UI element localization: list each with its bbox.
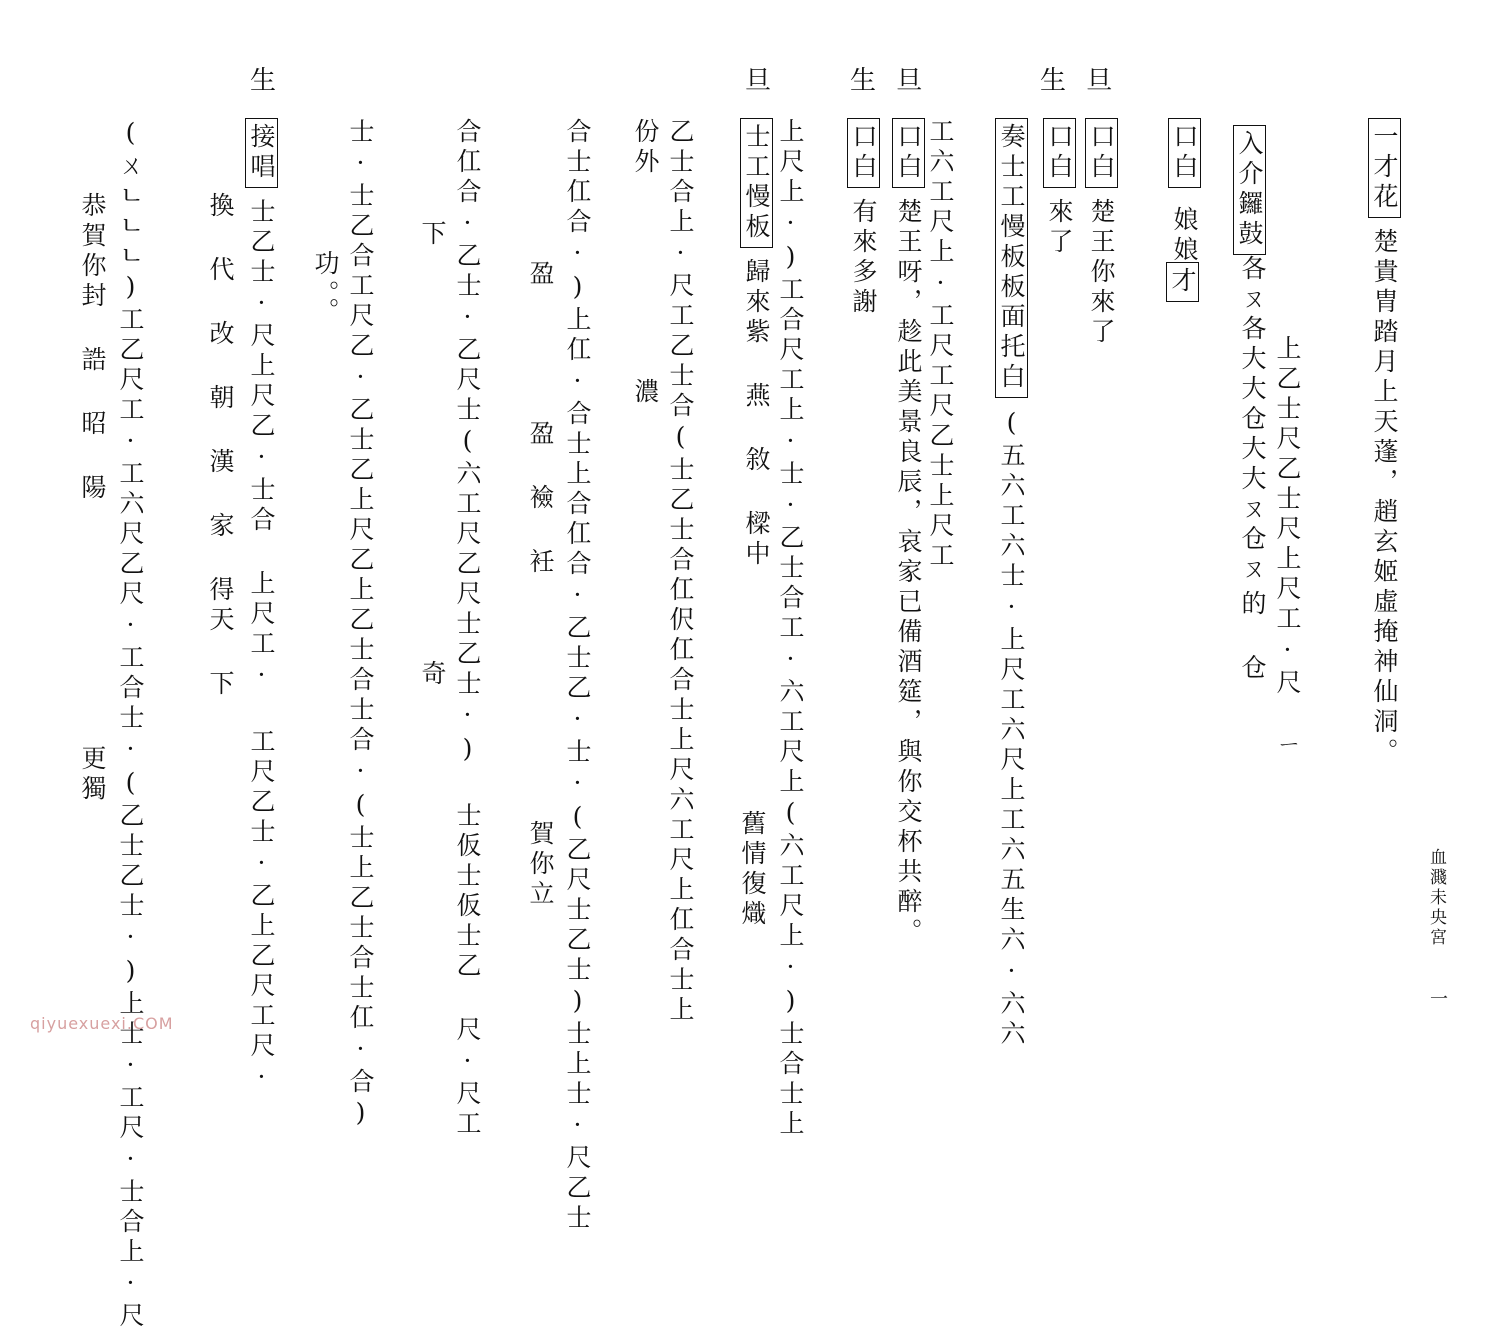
column-17c [528, 820, 553, 910]
notation-text: (五六工六士·上尺工六尺上工六五生六·六六 [997, 408, 1026, 1050]
lyric-text: 換 代 改 朝 漢 家 得天 下 [206, 192, 235, 700]
column-8 [995, 118, 1028, 1050]
column-19b [420, 660, 445, 690]
notation-text: 乙士合上·尺工乙士合(士乙士合仜伬仜合士上尺六工尺上仜合士上 [666, 118, 695, 1026]
notation-text: (ㄨㄴㄴㄴ)工乙尺工·工六尺乙尺·工合士·(乙士乙士·)上士·工尺·士合上·尺 [116, 118, 145, 1332]
lyric-text: 濃 [631, 378, 660, 408]
label-box: 奏士工慢板板面托白 [995, 118, 1028, 398]
role-header-4: 生 [250, 66, 283, 96]
label-box: 口白 [1168, 118, 1201, 188]
role-header-2: 生 旦 [850, 66, 929, 96]
notation-text: 士乙士·尺上尺乙·士合 上尺工· 工尺乙士·乙上乙尺工尺· [247, 198, 276, 1096]
role-header-1: 生 旦 [1040, 66, 1119, 96]
column-5 [1168, 118, 1201, 266]
column-22 [245, 118, 278, 1096]
column-7 [1043, 118, 1076, 258]
column-13 [740, 118, 773, 570]
column-17 [528, 260, 553, 290]
column-3 [1240, 255, 1265, 585]
percussion-text: 各ㄡ各大大仓大大ㄡ仓ㄡ [1238, 255, 1267, 585]
column-4 [1275, 335, 1300, 758]
notation-text: 工六工尺上·工尺工尺乙士上尺工 [926, 118, 955, 572]
percussion-text: 的 仓 [1238, 590, 1267, 684]
score-title: 血濺未央宮 [1426, 848, 1446, 948]
lyric-text: 楚王你來了 [1087, 198, 1116, 348]
column-4b [1240, 590, 1265, 684]
label-box: 口白 [847, 118, 880, 188]
column-13b [740, 810, 765, 930]
lyric-text: 恭賀你封 誥 昭 陽 [78, 192, 107, 504]
lyric-text: 更獨 [78, 745, 107, 805]
lyric-text: 有來多謝 [849, 198, 878, 318]
column-24 [118, 118, 143, 1332]
lyric-text: 下 [418, 220, 447, 250]
label-box: 接唱 [245, 118, 278, 188]
notation-text: 上乙士尺乙士尺上尺工·尺 ㄧ [1273, 335, 1302, 758]
lyric-text: 來了 [1045, 198, 1074, 258]
column-2 [1233, 125, 1266, 265]
column-17b [528, 420, 553, 578]
watermark: qiyuexuexi.COM [30, 1014, 174, 1033]
notation-text: 士·士乙合工尺乙·乙士乙上尺乙上乙士合士合·(士上乙士合士仜·合) [346, 118, 375, 1132]
column-6 [1085, 118, 1118, 348]
label-box: 一才花 [1368, 118, 1401, 218]
label-box: 口白 [892, 118, 925, 188]
notation-text: 合士仜合·)上仜·合士上合仜合·乙士乙·士·(乙尺士乙士)士上士·尺乙士 [563, 118, 592, 1234]
label-box: 口白 [1043, 118, 1076, 188]
lyric-text: 份外 [631, 118, 660, 178]
label-box: 士工慢板 [740, 118, 773, 248]
lyric-text: 賀你立 [526, 820, 555, 910]
label-box: 才 [1166, 262, 1199, 302]
notation-text: 合仜合·乙士·乙尺士(六工尺乙尺士乙士·) 士仮士仮士乙 尺·尺工 [453, 118, 482, 1140]
column-25b [80, 745, 105, 805]
column-23 [208, 192, 233, 700]
lyric-text: 功。。 [311, 250, 340, 328]
column-15 [633, 118, 658, 178]
label-box: 口白 [1085, 118, 1118, 188]
lyric-text: 盈 襝 衽 [526, 420, 555, 578]
lyric-text: 奇 [418, 660, 447, 690]
column-25 [80, 192, 105, 504]
lyric-text: 楚王呀，趁此美景良辰，哀家已備酒筵，與你交杯共醉。 [894, 198, 923, 948]
column-18 [455, 118, 480, 1140]
column-20 [348, 118, 373, 1132]
page-number: 一 [1430, 989, 1448, 1010]
lyric-text: 娘娘 [1170, 206, 1199, 266]
column-21 [313, 250, 338, 328]
lyric-text: 歸來紫 燕 敘 樑中 [742, 258, 771, 570]
role-header-3: 旦 [745, 66, 778, 96]
column-19 [420, 220, 445, 250]
column-5-box [1166, 262, 1199, 312]
column-10 [892, 118, 925, 948]
lyric-text: 楚貴胄踏月上天蓬，趙玄姬虛掩神仙洞。 [1370, 228, 1399, 768]
lyric-text: 舊情復熾 [738, 810, 767, 930]
column-15b [633, 378, 658, 408]
column-11 [847, 118, 880, 318]
notation-text: 上尺上·)工合尺工上·士·乙士合工·六工尺上(六工尺上·)士合士上 [776, 118, 805, 1140]
column-16 [565, 118, 590, 1234]
column-1 [1368, 118, 1401, 768]
label-box: 入介鑼鼓 [1233, 125, 1266, 255]
column-9 [928, 118, 953, 572]
lyric-text: 盈 [526, 260, 555, 290]
column-14 [668, 118, 693, 1026]
column-12 [778, 118, 803, 1140]
